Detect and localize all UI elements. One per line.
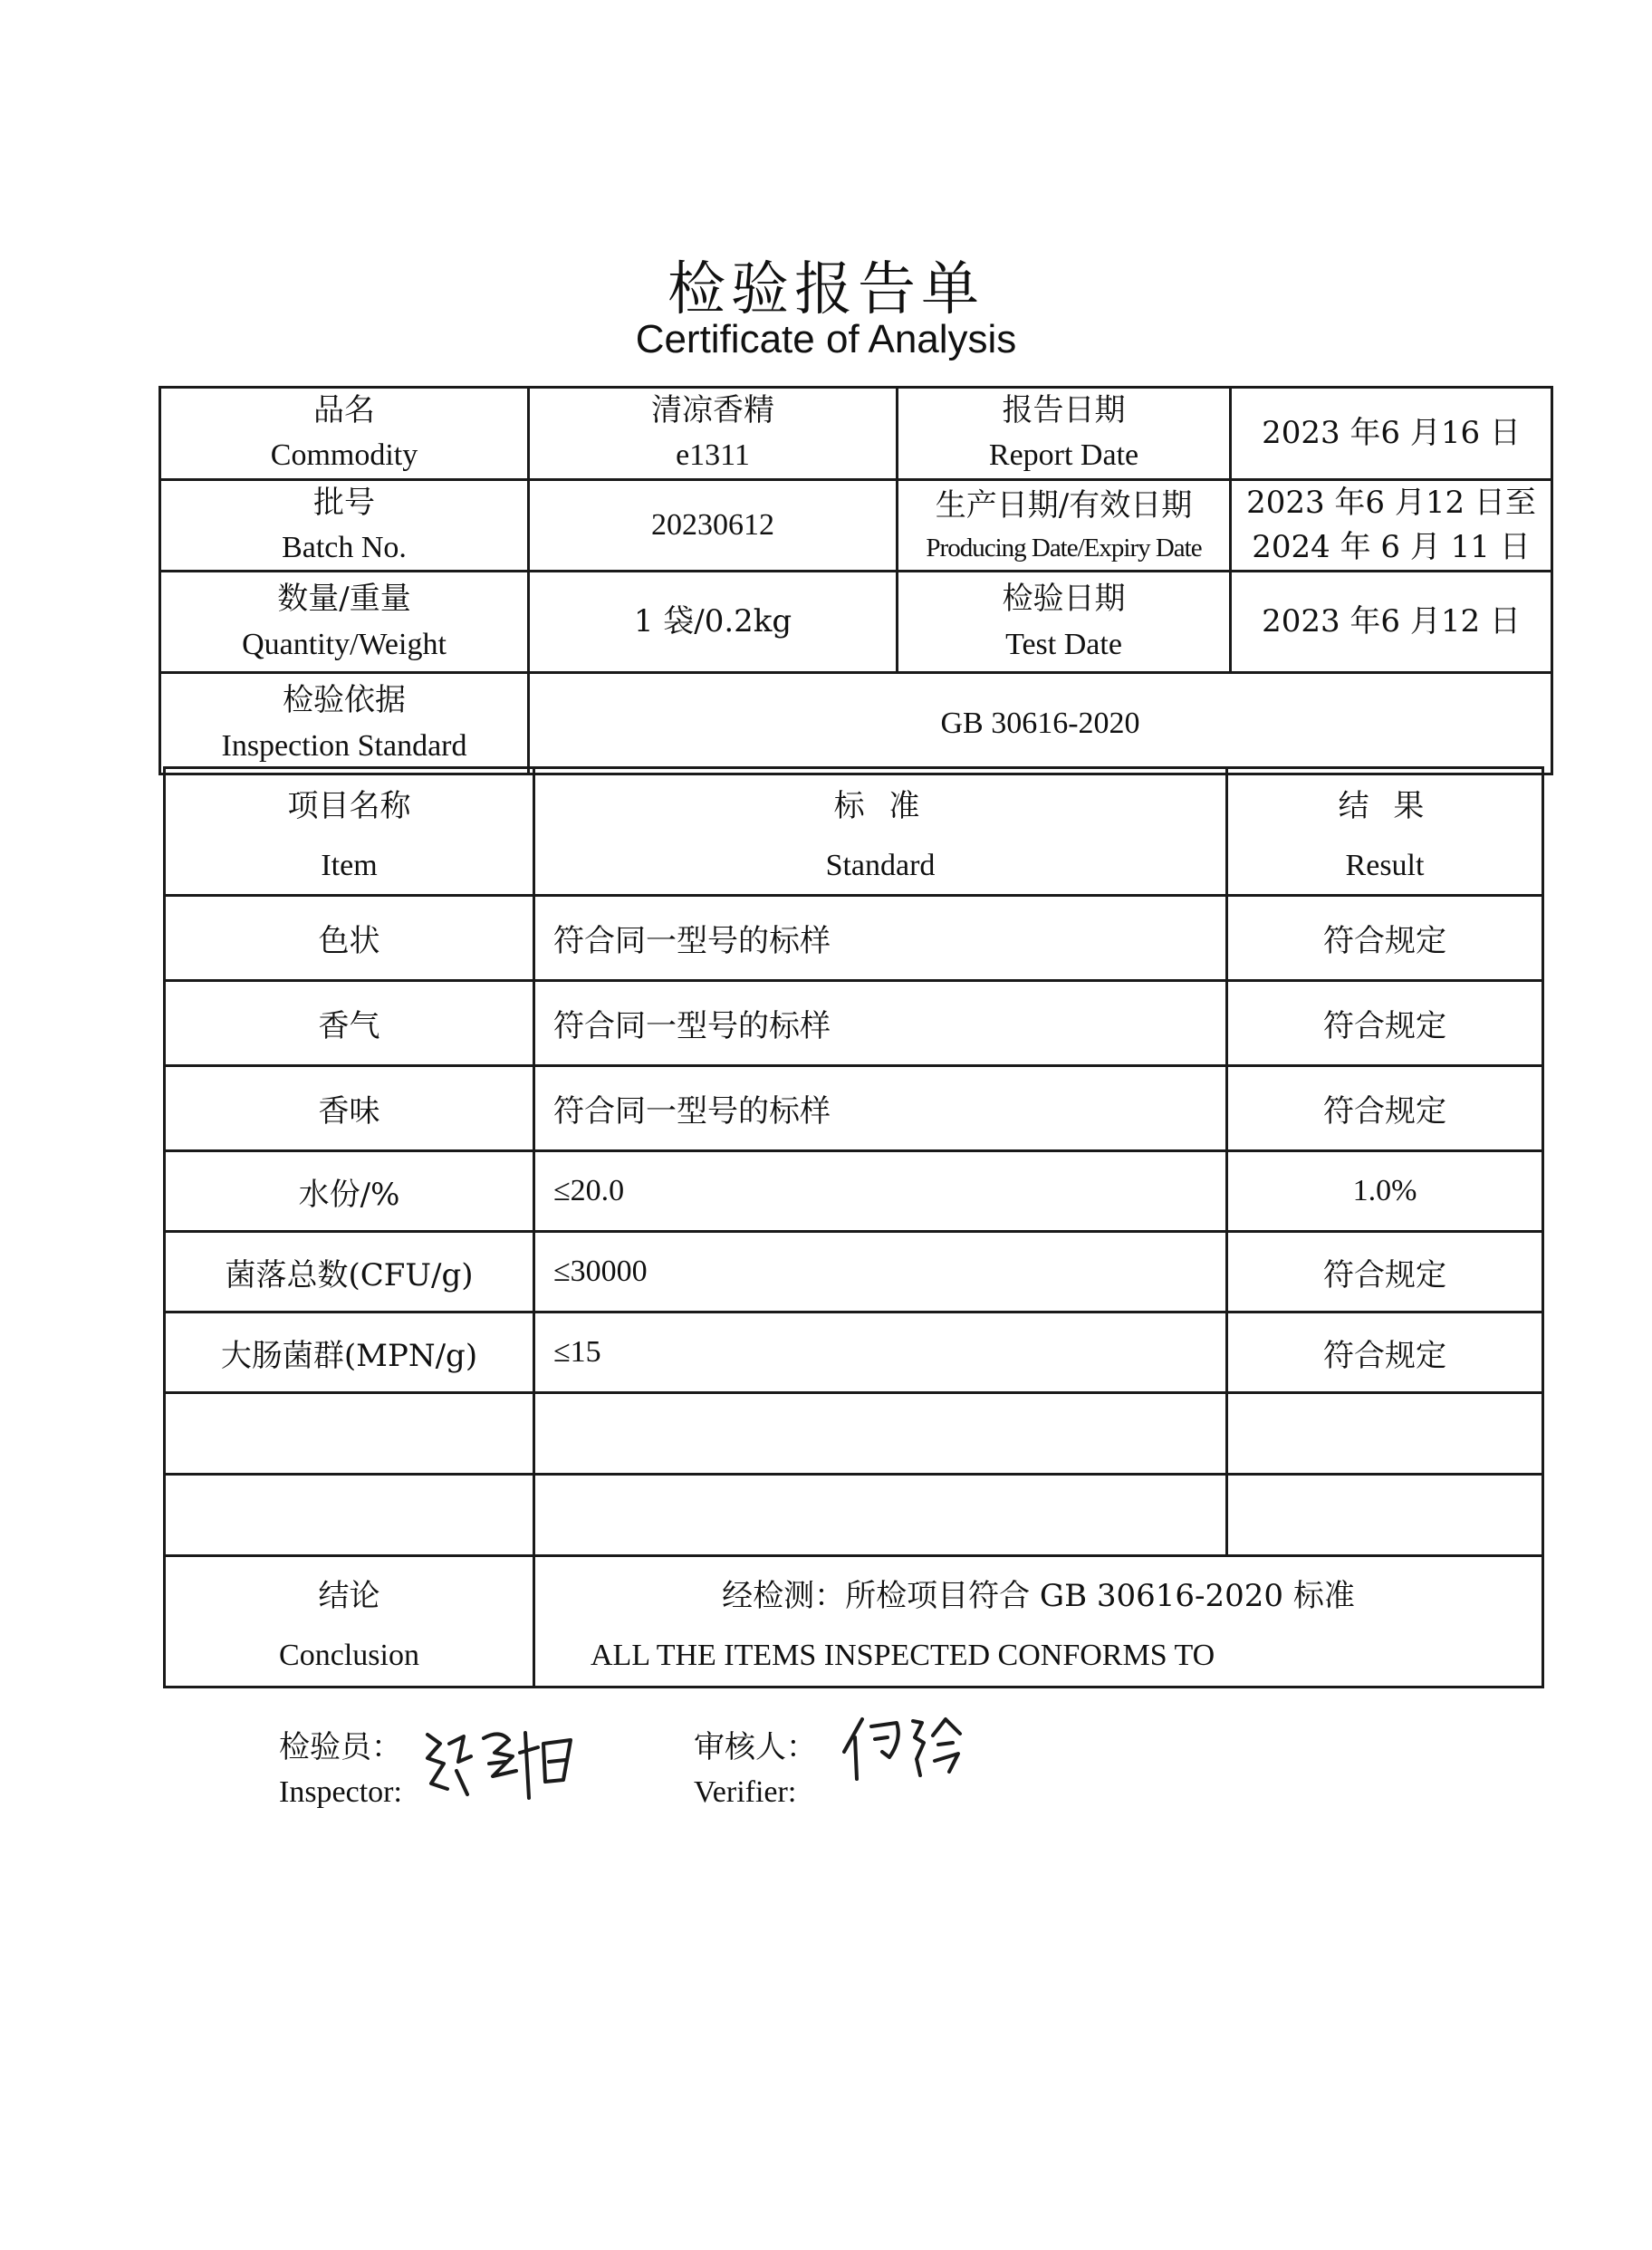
prod-date-value-2: 2024 年 6 月 11 日 [1252,528,1531,565]
result-header-zh: 结 果 [1338,787,1432,824]
test-date-label-en: Test Date [1005,627,1122,661]
commodity-label-cell [160,388,529,480]
prod-date-label-cell [898,479,1231,572]
standard-label-en: Inspection Standard [221,728,467,763]
batch-label-zh: 批号 [313,484,375,521]
standard-cell: 符合同一型号的标样 [534,1066,1227,1151]
items-header-row [165,768,1543,896]
result-cell: 符合规定 [1227,1312,1543,1393]
table-row [165,1232,1543,1312]
prod-date-label-zh: 生产日期/有效日期 [935,487,1193,524]
table-row [165,896,1543,981]
quantity-value: 1 袋/0.2kg [633,603,792,640]
inspector-signature [418,1716,586,1807]
document-subtitle: Certificate of Analysis [635,317,1017,361]
conclusion-label-en: Conclusion [279,1638,419,1672]
item-header-en: Item [321,848,378,882]
prod-date-value-cell [1231,479,1552,572]
verifier-label-en: Verifier: [694,1775,797,1809]
document-title: 检验报告单 [668,256,984,323]
verifier-label-zh: 审核人： [694,1729,817,1765]
result-cell: 符合规定 [1227,896,1543,981]
batch-value-cell [529,479,898,572]
empty-row [165,1393,1543,1475]
empty-row [165,1475,1543,1556]
empty-cell [534,1393,1227,1475]
quantity-value-cell [529,572,898,673]
commodity-value-code: e1311 [676,438,750,473]
batch-label-en: Batch No. [282,530,407,564]
result-header-en: Result [1345,848,1425,882]
report-date-label-en: Report Date [988,438,1139,473]
result-cell: 符合规定 [1227,981,1543,1066]
prod-date-value-1: 2023 年6 月12 日至 [1246,484,1536,521]
standard-cell: 符合同一型号的标样 [534,981,1227,1066]
item-cell: 水份/% [165,1151,534,1232]
standard-header-cell [534,768,1227,896]
standard-label-zh: 检验依据 [283,682,406,719]
conclusion-text-en: ALL THE ITEMS INSPECTED CONFORMS TO [591,1638,1215,1672]
standard-value: GB 30616-2020 [940,707,1140,741]
standard-cell: ≤15 [534,1312,1227,1393]
conclusion-text-cell [534,1556,1543,1688]
quantity-label-en: Quantity/Weight [242,627,447,661]
table-row [165,1312,1543,1393]
item-cell: 香气 [165,981,534,1066]
commodity-value-cell [529,388,898,480]
inspector-label-en: Inspector: [279,1775,402,1809]
commodity-value-zh: 清凉香精 [651,392,774,428]
empty-cell [165,1393,534,1475]
result-header-cell [1227,768,1543,896]
verifier-signature [839,1712,988,1784]
inspector-label-zh: 检验员： [279,1729,402,1765]
item-cell: 菌落总数(CFU/g) [165,1232,534,1312]
standard-cell: ≤30000 [534,1232,1227,1312]
quantity-label-cell [160,572,529,673]
standard-cell: 符合同一型号的标样 [534,896,1227,981]
table-row [165,981,1543,1066]
empty-cell [165,1475,534,1556]
item-cell: 色状 [165,896,534,981]
test-date-label-zh: 检验日期 [1002,581,1126,618]
info-row-batch [160,479,1552,572]
report-date-value-cell [1231,388,1552,480]
item-cell: 香味 [165,1066,534,1151]
report-date-value: 2023 年6 月16 日 [1262,414,1521,451]
test-date-value-cell [1231,572,1552,673]
item-header-zh: 项目名称 [287,787,411,824]
batch-label-cell [160,479,529,572]
empty-cell [1227,1475,1543,1556]
table-row [165,1066,1543,1151]
batch-value: 20230612 [651,508,774,543]
report-date-label-zh: 报告日期 [1002,392,1126,428]
standard-cell: ≤20.0 [534,1151,1227,1232]
test-date-value: 2023 年6 月12 日 [1262,603,1521,640]
info-row-standard [160,673,1552,774]
report-date-label-cell [898,388,1231,480]
conclusion-text-zh: 经检测：所检项目符合 GB 30616-2020 标准 [722,1577,1355,1614]
commodity-label-zh: 品名 [313,392,375,428]
standard-label-cell [160,673,529,774]
item-cell: 大肠菌群(MPN/g) [165,1312,534,1393]
table-row [165,1151,1543,1232]
info-row-quantity [160,572,1552,673]
info-row-commodity [160,388,1552,480]
empty-cell [1227,1393,1543,1475]
result-cell: 1.0% [1227,1151,1543,1232]
conclusion-label-zh: 结论 [318,1577,380,1614]
item-header-cell [165,768,534,896]
test-date-label-cell [898,572,1231,673]
standard-header-en: Standard [825,848,936,882]
quantity-label-zh: 数量/重量 [277,581,411,618]
conclusion-row [165,1556,1543,1688]
standard-value-cell [529,673,1552,774]
conclusion-label-cell [165,1556,534,1688]
prod-date-label-en: Producing Date/Expiry Date [926,533,1202,562]
info-table [158,386,1553,775]
result-cell: 符合规定 [1227,1232,1543,1312]
items-table [163,766,1544,1688]
empty-cell [534,1475,1227,1556]
result-cell: 符合规定 [1227,1066,1543,1151]
standard-header-zh: 标 准 [833,787,927,824]
commodity-label-en: Commodity [270,438,418,473]
